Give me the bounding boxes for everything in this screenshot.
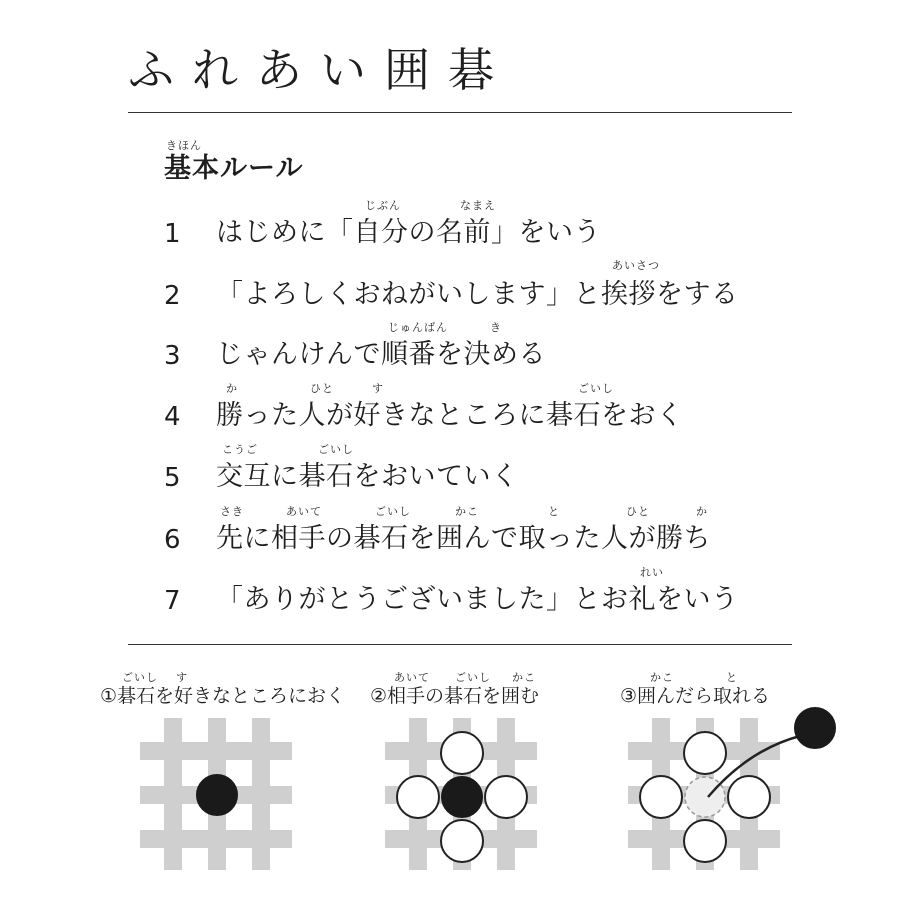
white-stone	[441, 820, 483, 862]
ruby: ごいし	[455, 671, 491, 684]
ruby: なまえ	[460, 199, 496, 212]
rule-text: 「ありがとうございました」とお礼をいう	[216, 584, 739, 615]
white-stone	[728, 776, 770, 818]
ruby: あいて	[394, 671, 430, 684]
white-stone	[441, 732, 483, 774]
section-divider	[128, 644, 792, 645]
white-stone	[684, 820, 726, 862]
ruby: じゅんばん	[388, 321, 448, 334]
rule-number: 4	[164, 402, 181, 432]
captured-stone-ghost	[685, 777, 725, 817]
ruby: ごいし	[122, 671, 158, 684]
title-divider	[128, 112, 792, 113]
rule-item-7	[0, 565, 920, 625]
ruby: あいて	[286, 505, 322, 518]
caption-text: ①碁石を好きなところにおく	[100, 685, 346, 707]
ruby: ごいし	[375, 505, 411, 518]
white-stone	[684, 732, 726, 774]
rule-item-5	[0, 442, 920, 502]
ruby: ごいし	[578, 382, 614, 395]
go-diagram-1	[140, 718, 300, 878]
ruby: かこ	[650, 671, 674, 684]
ruby: か	[696, 505, 708, 518]
caption-text: ③囲んだら取れる	[620, 685, 771, 707]
rule-text: じゃんけんで順番を決める	[216, 339, 546, 370]
rule-number: 5	[164, 463, 181, 493]
rule-number: 3	[164, 341, 181, 371]
white-stone	[485, 776, 527, 818]
ruby: こうご	[222, 443, 258, 456]
rule-item-6	[0, 504, 920, 564]
rule-item-4	[0, 381, 920, 441]
go-diagram-2	[385, 718, 545, 878]
ruby: す	[176, 671, 188, 684]
ruby: す	[372, 382, 384, 395]
rule-item-2	[0, 260, 920, 320]
rule-text: はじめに「自分の名前」をいう	[216, 217, 601, 248]
ruby: れい	[640, 566, 664, 579]
ruby: さき	[220, 505, 244, 518]
rule-item-1	[0, 198, 920, 258]
rule-text: 交互に碁石をおいていく	[216, 461, 519, 492]
rule-number: 6	[164, 525, 181, 555]
rule-number: 1	[164, 219, 181, 249]
ruby: ごいし	[318, 443, 354, 456]
ruby: か	[226, 382, 238, 395]
white-stone	[397, 776, 439, 818]
section-heading: 基本ルール	[164, 153, 304, 184]
ruby: あいさつ	[612, 259, 660, 272]
black-stone	[795, 708, 835, 748]
heading-ruby: きほん	[166, 139, 202, 152]
black-stone	[442, 777, 482, 817]
ruby: かこ	[455, 505, 479, 518]
rule-text: 「よろしくおねがいします」と挨拶をする	[216, 279, 739, 310]
rule-text: 先に相手の碁石を囲んで取った人が勝ち	[216, 523, 711, 554]
page-title: ふれあい囲碁	[128, 43, 512, 97]
ruby: ひと	[626, 505, 650, 518]
white-stone	[640, 776, 682, 818]
ruby: と	[548, 505, 560, 518]
ruby: ひと	[310, 382, 334, 395]
ruby: と	[726, 671, 738, 684]
ruby: じぶん	[365, 199, 401, 212]
rule-item-3	[0, 320, 920, 380]
rule-number: 7	[164, 586, 181, 616]
go-diagram-3	[628, 700, 848, 880]
ruby: かこ	[512, 671, 536, 684]
caption-text: ②相手の碁石を囲む	[370, 685, 540, 707]
rule-number: 2	[164, 281, 181, 311]
black-stone	[197, 775, 237, 815]
ruby: き	[490, 321, 502, 334]
rule-text: 勝った人が好きなところに碁石をおく	[216, 400, 684, 431]
